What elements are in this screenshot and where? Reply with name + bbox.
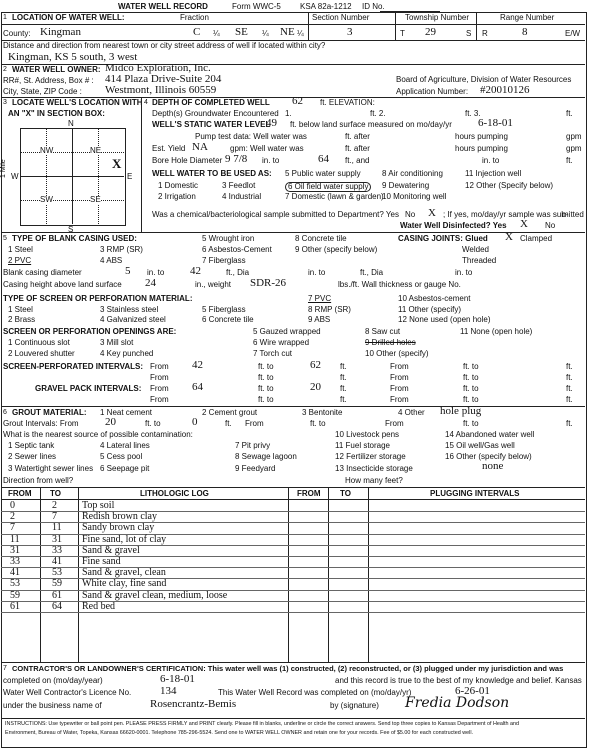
log-row-description: Sand & gravel clean, medium, loose — [82, 589, 228, 601]
county-value: Kingman — [40, 26, 81, 38]
grout-1: 1 Neat cement — [100, 408, 153, 417]
use-2: 2 Irrigation — [158, 192, 196, 201]
gw-2: ft. 2. — [370, 109, 386, 118]
use-3: 3 Feedlot — [222, 181, 256, 190]
contam-14: 14 Abandoned water well — [445, 430, 535, 439]
log-row-to: 61 — [52, 589, 62, 601]
perf-ft-2: ft. — [566, 362, 573, 371]
log-row-description: Sandy brown clay — [82, 522, 155, 534]
gravel-from-label: From — [150, 384, 169, 393]
screen-8: 8 RMP (SR) — [308, 305, 351, 314]
yield-gpm: gpm: Well water was — [230, 144, 304, 153]
gravel-ft-3: ft. — [340, 395, 347, 404]
log-row-to: 53 — [52, 567, 62, 579]
joints-welded: Welded — [462, 245, 489, 254]
pump-hours: hours pumping — [455, 132, 508, 141]
casing-2-underlined: 2 PVC — [8, 256, 32, 265]
contam-12: 12 Fertilizer storage — [335, 452, 406, 461]
location-label: LOCATION OF WATER WELL: — [12, 13, 125, 22]
township-value: 29 — [425, 26, 436, 38]
casing-4: 4 ABS — [100, 256, 123, 265]
gravel-ft: ft. — [340, 384, 347, 393]
screen-7-underlined: 7 PVC — [308, 294, 332, 303]
lithologic-log-header: LITHOLOGIC LOG — [140, 489, 209, 498]
log-row-description: Sand & gravel — [82, 544, 140, 556]
application-label: Application Number: — [396, 87, 469, 96]
gravel-ft-to-3: ft. to — [258, 395, 274, 404]
log-row-to: 7 — [52, 511, 57, 523]
log-row-description: Redish brown clay — [82, 511, 157, 523]
depth-label: DEPTH OF COMPLETED WELL — [152, 98, 270, 107]
log-row-from: 0 — [10, 500, 15, 511]
yield-value: NA — [192, 141, 208, 153]
section-box — [20, 128, 126, 226]
use-12: 12 Other (Specify below) — [465, 181, 554, 190]
gravel-ft-2: ft. — [566, 384, 573, 393]
section-3-number: 3 — [3, 99, 7, 106]
use-11: 11 Injection well — [465, 169, 522, 178]
grout-ft: ft. — [225, 419, 232, 428]
static-level-date: 6-18-01 — [478, 117, 513, 129]
grout-ft-2: ft. — [566, 419, 573, 428]
perf-to: 62 — [310, 359, 321, 371]
log-row-to: 11 — [52, 522, 62, 534]
use-6-circled: 6 Oil field water supply — [285, 182, 371, 192]
owner-address: 414 Plaza Drive-Suite 204 — [105, 73, 222, 85]
casing-in-to: in. to — [147, 268, 165, 277]
perf-ft-to-3: ft. to — [258, 373, 274, 382]
contam-4: 4 Lateral lines — [100, 441, 150, 450]
section-number-label: Section Number — [312, 13, 370, 22]
west-label: W — [11, 172, 19, 181]
gravel-from-label-4: From — [390, 395, 409, 404]
log-row-from: 11 — [10, 533, 20, 545]
log-row-to: 31 — [52, 533, 62, 545]
screen-3: 3 Stainless steel — [100, 305, 159, 314]
contam-5: 5 Cess pool — [100, 452, 143, 461]
grout-from: 20 — [105, 416, 116, 428]
elevation-label: ft. ELEVATION: — [320, 98, 375, 107]
log-row-description: Top soil — [82, 500, 115, 511]
log-row-description: Red bed — [82, 600, 116, 612]
depth-value: 62 — [292, 95, 303, 107]
contam-other: none — [482, 460, 504, 472]
use-7: 7 Domestic (lawn & garden) — [285, 192, 384, 201]
opening-8: 8 Saw cut — [365, 327, 401, 336]
screen-12: 12 None used (open hole) — [398, 315, 491, 324]
log-row-to: 41 — [52, 556, 62, 567]
gravel-from: 64 — [192, 381, 203, 393]
perf-from-label-4: From — [390, 373, 409, 382]
business-label: under the business name of — [3, 701, 102, 710]
joints-mark: X — [505, 231, 513, 243]
perf-from-label-2: From — [390, 362, 409, 371]
form-number: Form WWC-5 — [232, 2, 281, 11]
grout-ft-to: ft. to — [145, 419, 161, 428]
license-number: 134 — [160, 685, 177, 697]
section-6-number: 6 — [3, 409, 7, 416]
how-many-label: How many feet? — [345, 476, 403, 485]
log-from-header: FROM — [8, 489, 32, 498]
owner-name: Midco Exploration, Inc. — [105, 62, 211, 74]
plug-from-header: FROM — [297, 489, 321, 498]
casing-height-label: Casing height above land surface — [3, 280, 122, 289]
disinfect-no: No — [545, 221, 556, 230]
id-label: ID No. — [362, 2, 385, 11]
groundwater-label: Depth(s) Groundwater Encountered — [152, 109, 279, 118]
perf-ft-3: ft. — [340, 373, 347, 382]
contam-8: 8 Sewage lagoon — [235, 452, 297, 461]
grout-intervals-label: Grout Intervals: From — [3, 419, 79, 428]
perf-from-label: From — [150, 362, 169, 371]
board-text: Board of Agriculture, Division of Water Resources — [396, 75, 572, 84]
south-label: S — [68, 225, 74, 234]
casing-diam-label: Blank casing diameter — [3, 268, 82, 277]
disinfect-mark: X — [520, 218, 528, 230]
log-row-from: 41 — [10, 567, 20, 579]
casing-in-to-3: in. to — [455, 268, 473, 277]
log-row-from: 59 — [10, 589, 20, 601]
casing-to-value: 42 — [190, 265, 201, 277]
static-level-value: 49 — [266, 117, 277, 129]
quarter-3: ¼ — [297, 29, 304, 38]
gw-1: 1. — [285, 109, 292, 118]
fraction-label: Fraction — [180, 13, 209, 22]
screen-1: 1 Steel — [8, 305, 33, 314]
ksa-ref: KSA 82a-1212 — [300, 2, 352, 11]
log-row-from: 33 — [10, 556, 20, 567]
casing-height-value: 24 — [145, 277, 156, 289]
log-row-to: 2 — [52, 500, 57, 511]
license-label: Water Well Contractor's Licence No. — [3, 688, 132, 697]
bore-value: 9 7/8 — [225, 153, 248, 165]
pump-after: ft. after — [345, 132, 370, 141]
log-row-to: 33 — [52, 544, 62, 556]
yield-label: Est. Yield — [152, 144, 186, 153]
section-2-number: 2 — [3, 66, 7, 73]
casing-1: 1 Steel — [8, 245, 33, 254]
opening-7: 7 Torch cut — [253, 349, 292, 358]
gravel-ft-to-4: ft. to — [463, 395, 479, 404]
contam-1: 1 Septic tank — [8, 441, 55, 450]
gravel-label: GRAVEL PACK INTERVALS: — [35, 384, 142, 393]
perf-ft-to-2: ft. to — [463, 362, 479, 371]
perf-ft-to-4: ft. to — [463, 373, 479, 382]
contam-11: 11 Fuel storage — [335, 441, 390, 450]
opening-3: 3 Mill slot — [100, 338, 134, 347]
casing-3: 3 RMP (SR) — [100, 245, 143, 254]
log-row-from: 53 — [10, 578, 20, 590]
owner-label: WATER WELL OWNER: — [12, 65, 101, 74]
casing-7: 7 Fiberglass — [202, 256, 246, 265]
casing-ft-dia: ft., Dia — [226, 268, 250, 277]
screen-label: TYPE OF SCREEN OR PERFORATION MATERIAL: — [3, 294, 193, 303]
log-row-to: 59 — [52, 578, 62, 590]
grout-from-label-3: From — [385, 419, 404, 428]
opening-6: 6 Wire wrapped — [253, 338, 310, 347]
gw-ft: ft. — [566, 109, 573, 118]
range-value: 8 — [522, 26, 528, 38]
use-5: 5 Public water supply — [285, 169, 361, 178]
fraction-2: SE — [235, 26, 248, 38]
ne-quadrant: NE — [90, 146, 102, 155]
chem-label: Was a chemical/bacteriological sample submitted to Department? Yes — [152, 210, 399, 219]
casing-label: TYPE OF BLANK CASING USED: — [12, 234, 137, 243]
township-label: Township Number — [405, 13, 470, 22]
instructions-line-2: Environment, Bureau of Water, Topeka, Kansas 66620-0001. Telephone 785-296-5524. Send one to WATER WELL OWNER and retain one for your records. Fee of $5.00 for each constructed well. — [5, 730, 474, 736]
bore-label: Bore Hole Diameter — [152, 156, 223, 165]
gravel-to: 20 — [310, 381, 321, 393]
north-label: N — [68, 119, 74, 128]
bore-depth: 64 — [318, 153, 329, 165]
use-8: 8 Air conditioning — [382, 169, 443, 178]
pump-gpm: gpm — [566, 132, 582, 141]
opening-2: 2 Louvered shutter — [8, 349, 75, 358]
contam-6: 6 Seepage pit — [100, 464, 150, 473]
contam-10: 10 Livestock pens — [335, 430, 400, 439]
sw-quadrant: SW — [40, 195, 53, 204]
grout-other: hole plug — [440, 405, 482, 417]
use-1: 1 Domestic — [158, 181, 199, 190]
log-row-from: 2 — [10, 511, 15, 523]
bore-ft-and: ft., and — [345, 156, 370, 165]
township-s: S — [466, 29, 472, 38]
contam-15: 15 Oil well/Gas well — [445, 441, 515, 450]
log-row-from: 7 — [10, 522, 15, 534]
quarter-2: ¼ — [262, 29, 269, 38]
perf-from: 42 — [192, 359, 203, 371]
chem-no: No — [405, 210, 416, 219]
pump-test-label: Pump test data: Well water was — [195, 132, 307, 141]
distance-value: Kingman, KS 5 south, 3 west — [8, 51, 138, 63]
gravel-from-label-3: From — [150, 395, 169, 404]
contam-label: What is the nearest source of possible contamination: — [3, 430, 193, 439]
log-row-description: Fine sand, lot of clay — [82, 533, 167, 545]
grout-label: GROUT MATERIAL: — [12, 408, 87, 417]
yield-hours: hours pumping — [455, 144, 508, 153]
section-7-number: 7 — [3, 665, 7, 672]
use-10: 10 Monitoring well — [382, 192, 447, 201]
openings-label: SCREEN OR PERFORATION OPENINGS ARE: — [3, 327, 177, 336]
fraction-1: C — [193, 26, 201, 38]
static-level-note: ft. below land surface measured on mo/day/yr — [290, 120, 452, 129]
screen-4: 4 Galvanized steel — [100, 315, 166, 324]
perf-ft: ft. — [340, 362, 347, 371]
bore-in-to: in. to — [262, 156, 280, 165]
opening-4: 4 Key punched — [100, 349, 154, 358]
casing-weight-label: in., weight — [195, 280, 232, 289]
range-label: Range Number — [500, 13, 555, 22]
grout-from-label-2: From — [245, 419, 264, 428]
section-1-number: 1 — [3, 14, 7, 21]
opening-5: 5 Gauzed wrapped — [253, 327, 321, 336]
range-ew: E/W — [565, 29, 581, 38]
screen-2: 2 Brass — [8, 315, 36, 324]
perf-label: SCREEN-PERFORATED INTERVALS: — [3, 362, 144, 371]
screen-10: 10 Asbestos-cement — [398, 294, 471, 303]
contam-13: 13 Insecticide storage — [335, 464, 413, 473]
log-row-description: Sand & gravel, clean — [82, 567, 166, 579]
log-row-from: 61 — [10, 600, 20, 612]
perf-ft-to: ft. to — [258, 362, 274, 371]
log-row-description: White clay, fine sand — [82, 578, 167, 590]
plugging-intervals-header: PLUGGING INTERVALS — [430, 489, 520, 498]
completed-date: 6-18-01 — [160, 673, 195, 685]
nw-quadrant: NW — [40, 146, 54, 155]
signature: Fredia Dodson — [405, 695, 510, 711]
section-value: 3 — [347, 26, 353, 38]
opening-9: 9 Drilled holes — [365, 338, 416, 347]
application-number: #20010126 — [480, 84, 530, 96]
contam-16: 16 Other (specify below) — [445, 452, 532, 461]
locate-label-2: AN "X" IN SECTION BOX: — [8, 109, 105, 118]
casing-in-to-2: in. to — [308, 268, 326, 277]
county-label: County: — [3, 29, 31, 38]
contam-3: 3 Watertight sewer lines — [8, 464, 94, 473]
range-r: R — [482, 29, 488, 38]
gravel-from-label-2: From — [390, 384, 409, 393]
direction-label: Direction from well? — [3, 476, 74, 485]
casing-ft-dia-2: ft., Dia — [360, 268, 384, 277]
casing-6: 6 Asbestos-Cement — [202, 245, 272, 254]
log-to-header: TO — [50, 489, 61, 498]
joints-clamped: Clamped — [520, 234, 553, 243]
instructions-line-1: INSTRUCTIONS: Use typewriter or ball point pen. PLEASE PRESS FIRMLY and PRINT clearly. Please fill in blanks, underline or circle the correct answers. Send top three copies to Kansas Department of Health and — [5, 721, 520, 727]
casing-diam-value: 5 — [125, 265, 131, 277]
business-name: Rosencrantz-Bemis — [150, 698, 237, 710]
cert-label: CONTRACTOR'S OR LANDOWNER'S CERTIFICATION: This water well was (1) constructed, (2) reconstructed, or (3) plugged under my jurisdiction and was — [12, 664, 564, 673]
bore-ft: ft. — [566, 156, 573, 165]
section-4-number: 4 — [144, 99, 148, 106]
chem-mitted: mitted — [562, 210, 584, 219]
casing-lbs: lbs./ft. Wall thickness or gauge No. — [338, 280, 461, 289]
yield-gpm-2: gpm — [566, 144, 582, 153]
fraction-3: NE — [280, 26, 295, 38]
static-level-label: WELL'S STATIC WATER LEVEL — [152, 120, 271, 129]
log-row-to: 64 — [52, 600, 62, 612]
city-label: City, State, ZIP Code : — [3, 87, 82, 96]
east-label: E — [127, 172, 133, 181]
grout-to: 0 — [192, 416, 198, 428]
record-completed-date: 6-26-01 — [455, 685, 490, 697]
use-label: WELL WATER TO BE USED AS: — [152, 169, 272, 178]
use-4: 4 Industrial — [222, 192, 262, 201]
form-title: WATER WELL RECORD — [118, 2, 208, 11]
chem-rest: ; If yes, mo/day/yr sample was sub- — [443, 210, 569, 219]
casing-9: 9 Other (specify below) — [295, 245, 378, 254]
grout-4: 4 Other — [398, 408, 425, 417]
screen-6: 6 Concrete tile — [202, 315, 254, 324]
screen-9: 9 ABS — [308, 315, 331, 324]
casing-weight-value: SDR-26 — [250, 277, 287, 289]
log-row-from: 31 — [10, 544, 20, 556]
distance-label: Distance and direction from nearest town or city street address of well if located within city? — [3, 41, 326, 50]
township-t: T — [400, 29, 405, 38]
grout-3: 3 Bentonite — [302, 408, 343, 417]
disinfect-label: Water Well Disinfected? Yes — [400, 221, 507, 230]
joints-label: CASING JOINTS: Glued — [398, 234, 488, 243]
screen-5: 5 Fiberglass — [202, 305, 246, 314]
completed-label: completed on (mo/day/year) — [3, 676, 103, 685]
chem-mark: X — [428, 207, 436, 219]
use-9: 9 Dewatering — [382, 181, 430, 190]
cert-true-text: and this record is true to the best of my knowledge and belief. Kansas — [335, 676, 582, 685]
gravel-ft-to-2: ft. to — [463, 384, 479, 393]
screen-11: 11 Other (specify) — [398, 305, 461, 314]
casing-5: 5 Wrought iron — [202, 234, 255, 243]
opening-11: 11 None (open hole) — [460, 327, 533, 336]
log-row-rule — [1, 612, 585, 613]
se-quadrant: SE — [90, 195, 101, 204]
casing-8: 8 Concrete tile — [295, 234, 347, 243]
section-5-number: 5 — [3, 235, 7, 242]
contam-7: 7 Pit privy — [235, 441, 271, 450]
locate-label: LOCATE WELL'S LOCATION WITH — [12, 98, 143, 107]
opening-1: 1 Continuous slot — [8, 338, 70, 347]
plug-to-header: TO — [340, 489, 351, 498]
perf-from-label-3: From — [150, 373, 169, 382]
log-row-description: Fine sand — [82, 556, 121, 567]
grout-ft-to-2: ft. to — [310, 419, 326, 428]
perf-ft-4: ft. — [566, 373, 573, 382]
address-label: RR#, St. Address, Box # : — [3, 76, 94, 85]
signature-label: by (signature) — [330, 701, 379, 710]
quarter-1: ¼ — [213, 29, 220, 38]
contam-9: 9 Feedyard — [235, 464, 276, 473]
gw-3: ft. 3. — [465, 109, 481, 118]
contam-2: 2 Sewer lines — [8, 452, 57, 461]
owner-city: Westmont, Illinois 60559 — [105, 84, 217, 96]
gravel-ft-4: ft. — [566, 395, 573, 404]
grout-2: 2 Cement grout — [202, 408, 258, 417]
bore-in-to-2: in. to — [482, 156, 500, 165]
gravel-ft-to: ft. to — [258, 384, 274, 393]
opening-10: 10 Other (specify) — [365, 349, 429, 358]
grout-ft-to-3: ft. to — [463, 419, 479, 428]
well-location-mark: X — [112, 156, 122, 171]
mile-label: 1 Mile — [0, 159, 7, 178]
joints-threaded: Threaded — [462, 256, 497, 265]
record-completed-label: This Water Well Record was completed on (mo/day/yr) — [218, 688, 412, 697]
yield-after: ft. after — [345, 144, 370, 153]
